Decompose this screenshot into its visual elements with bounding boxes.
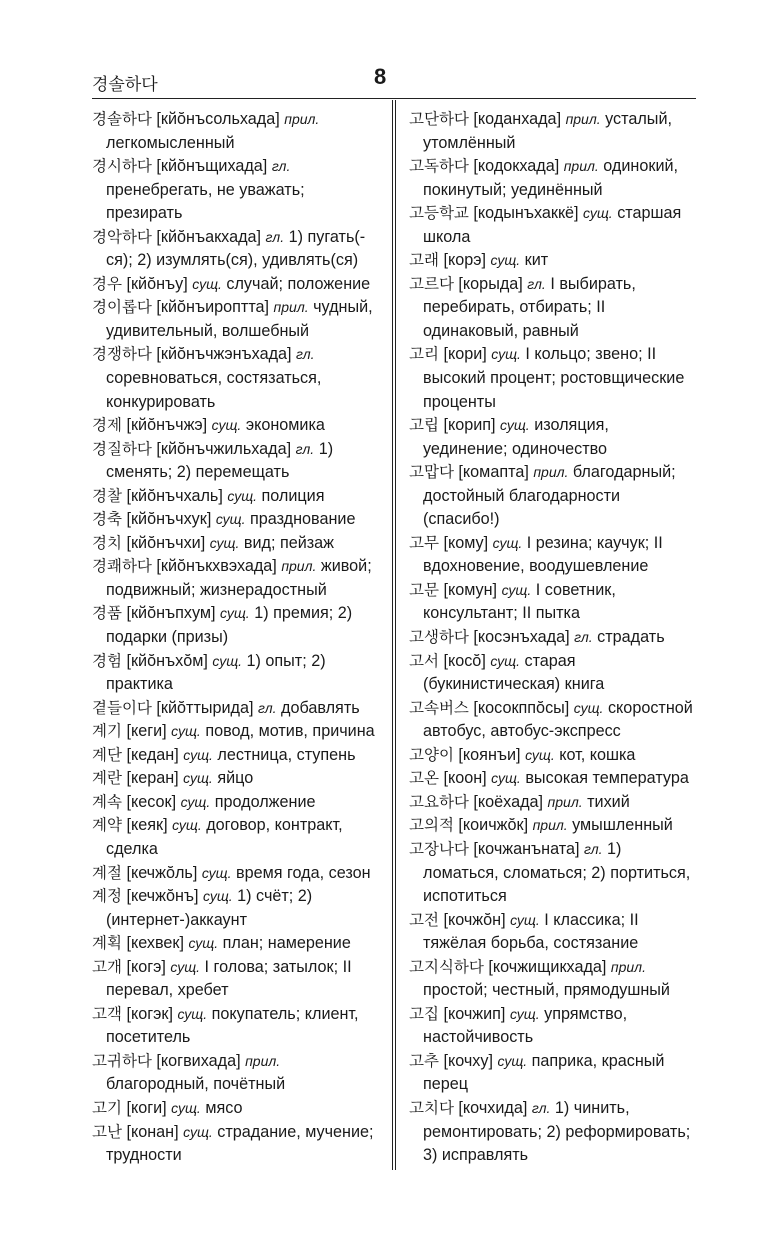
- entry-headword: 경축: [92, 510, 122, 529]
- entry-headword: 고온: [409, 769, 439, 788]
- entry-headword: 경찰: [92, 486, 122, 505]
- entry-pronunciation: [кочжанъната]: [473, 839, 580, 858]
- entry-part-of-speech: сущ.: [490, 652, 520, 669]
- entry-definition: скоростной автобус, автобус-экспресс: [423, 698, 693, 741]
- entry-part-of-speech: сущ.: [583, 205, 613, 222]
- entry-part-of-speech: сущ.: [492, 534, 523, 551]
- entry-pronunciation: [косŏ]: [443, 651, 486, 670]
- entry-definition: одинокий, покинутый; уединённый: [423, 157, 679, 199]
- entry-pronunciation: [кочху]: [443, 1051, 493, 1070]
- entry-part-of-speech: сущ.: [203, 888, 233, 905]
- entry-definition: время года, сезон: [235, 863, 371, 882]
- entry-headword: 고장나다: [409, 839, 469, 858]
- dictionary-entry: [92, 296, 380, 343]
- entry-part-of-speech: сущ.: [183, 1123, 213, 1140]
- entry-definition: покупатель; клиент, посетитель: [106, 1004, 359, 1047]
- entry-part-of-speech: сущ.: [171, 1099, 201, 1116]
- entry-headword: 고추: [409, 1051, 439, 1070]
- entry-headword: 계란: [92, 769, 122, 788]
- entry-pronunciation: [кйŏнъчхук]: [126, 510, 212, 529]
- entry-headword: 경쟁하다: [92, 345, 152, 364]
- entry-pronunciation: [кому]: [443, 533, 489, 552]
- page-number: 8: [374, 64, 387, 89]
- entry-headword: 경시하다: [92, 157, 152, 176]
- entry-pronunciation: [кйŏнъчхи]: [126, 533, 206, 552]
- entry-headword: 고서: [409, 651, 439, 670]
- entry-headword: 곁들이다: [92, 698, 152, 717]
- entry-headword: 고독하다: [409, 157, 469, 176]
- entry-definition: 1) счёт; 2) (интернет-)аккаунт: [106, 887, 313, 929]
- entry-pronunciation: [кйŏнъакхада]: [156, 227, 262, 246]
- dictionary-entry: [409, 697, 697, 744]
- entry-definition: 1) пугать(-ся); 2) изумлять(ся), удивлять(ся): [106, 227, 366, 270]
- entry-headword: 고르다: [409, 274, 454, 293]
- entry-definition: 1) чинить, ремонтировать; 2) реформировать; 3) исправлять: [423, 1098, 691, 1165]
- entry-definition: I советник, консультант; II пытка: [423, 580, 616, 623]
- entry-definition: яйцо: [217, 769, 254, 788]
- dictionary-entry: [92, 814, 380, 861]
- entry-headword: 고난: [92, 1122, 122, 1141]
- entry-part-of-speech: прил.: [273, 299, 309, 316]
- entry-headword: 고객: [92, 1004, 122, 1023]
- entry-part-of-speech: сущ.: [573, 699, 604, 716]
- entry-pronunciation: [кедан]: [126, 745, 179, 764]
- entry-definition: I классика; II тяжёлая борьба, состязание: [423, 910, 639, 953]
- entry-part-of-speech: гл.: [257, 699, 277, 716]
- right-column: [409, 108, 697, 1168]
- entry-headword: 고지식하다: [409, 957, 484, 976]
- dictionary-entry: [92, 108, 380, 155]
- dictionary-entry: [409, 838, 697, 909]
- entry-pronunciation: [кечжŏль]: [126, 863, 198, 882]
- entry-pronunciation: [косэнъхада]: [473, 628, 570, 647]
- entry-definition: старая (букинистическая) книга: [423, 651, 605, 694]
- entry-pronunciation: [кочхида]: [458, 1098, 528, 1117]
- entry-pronunciation: [коон]: [443, 769, 487, 788]
- entry-headword: 고문: [409, 580, 439, 599]
- entry-pronunciation: [кйŏнъчжэ]: [126, 416, 208, 435]
- entry-pronunciation: [кочжŏн]: [443, 910, 506, 929]
- entry-definition: I резина; каучук; II вдохновение, воодушевление: [423, 533, 663, 576]
- entry-headword: 고전: [409, 910, 439, 929]
- dictionary-entry: [92, 720, 380, 744]
- entry-definition: мясо: [205, 1098, 243, 1117]
- entry-part-of-speech: сущ.: [490, 252, 521, 269]
- dictionary-entry: [92, 885, 380, 932]
- entry-headword: 고등학교: [409, 204, 469, 223]
- entry-headword: 고생하다: [409, 628, 469, 647]
- entry-definition: 1) опыт; 2) практика: [106, 651, 326, 694]
- dictionary-entry: [409, 626, 697, 650]
- entry-part-of-speech: сущ.: [183, 746, 213, 763]
- entry-headword: 고속버스: [409, 698, 469, 717]
- dictionary-entry: [409, 461, 697, 532]
- entry-pronunciation: [кори]: [443, 345, 487, 364]
- entry-definition: договор, контракт, сделка: [106, 816, 343, 858]
- entry-definition: упрямство, настойчивость: [423, 1004, 628, 1047]
- dictionary-entry: [92, 555, 380, 602]
- entry-headword: 경제: [92, 416, 122, 435]
- entry-pronunciation: [кйŏнъироптта]: [156, 298, 270, 317]
- entry-part-of-speech: сущ.: [171, 723, 201, 740]
- entry-headword: 고무: [409, 533, 439, 552]
- entry-definition: страдать: [597, 628, 665, 647]
- entry-part-of-speech: сущ.: [183, 770, 213, 787]
- entry-part-of-speech: прил.: [563, 158, 599, 175]
- dictionary-entry: [409, 108, 697, 155]
- entry-part-of-speech: сущ.: [491, 770, 521, 787]
- dictionary-entry: [92, 485, 380, 509]
- entry-pronunciation: [коёхада]: [473, 792, 544, 811]
- entry-part-of-speech: сущ.: [211, 417, 242, 434]
- entry-headword: 경솔하다: [92, 110, 152, 128]
- entry-headword: 계절: [92, 863, 122, 882]
- entry-pronunciation: [кечжŏнъ]: [126, 887, 199, 906]
- dictionary-entry: [409, 1050, 697, 1097]
- entry-part-of-speech: сущ.: [227, 487, 258, 504]
- dictionary-entry: [409, 202, 697, 249]
- entry-definition: вид; пейзаж: [243, 533, 335, 552]
- entry-headword: 고기: [92, 1098, 122, 1117]
- entry-pronunciation: [кйŏнъкхвэхада]: [156, 557, 277, 576]
- entry-definition: простой; честный, прямодушный: [423, 981, 670, 1000]
- entry-headword: 고개: [92, 957, 122, 976]
- dictionary-entry: [92, 697, 380, 721]
- dictionary-entry: [92, 1121, 380, 1168]
- running-head: 경솔하다: [92, 75, 158, 94]
- entry-part-of-speech: сущ.: [170, 958, 201, 975]
- entry-pronunciation: [кйŏнъчхаль]: [126, 486, 223, 505]
- dictionary-entry: [92, 155, 380, 226]
- entry-definition: план; намерение: [222, 934, 351, 953]
- dictionary-entry: [409, 532, 697, 579]
- entry-headword: 계단: [92, 745, 122, 764]
- entry-pronunciation: [кехвек]: [126, 934, 184, 953]
- dictionary-entry: [92, 226, 380, 273]
- entry-headword: 고단하다: [409, 110, 469, 128]
- entry-definition: живой; подвижный; жизнерадостный: [106, 557, 372, 599]
- entry-part-of-speech: сущ.: [172, 817, 202, 834]
- entry-definition: 1) ломаться, сломаться; 2) портиться, испотиться: [423, 839, 691, 906]
- entry-definition: страдание, мучение; трудности: [106, 1122, 374, 1165]
- entry-definition: 1) сменять; 2) перемещать: [106, 439, 334, 482]
- entry-pronunciation: [корип]: [443, 416, 496, 435]
- dictionary-entry: [409, 814, 697, 838]
- entry-definition: повод, мотив, причина: [205, 722, 375, 741]
- dictionary-entry: [92, 532, 380, 556]
- entry-headword: 고맙다: [409, 463, 454, 482]
- dictionary-entry: [92, 438, 380, 485]
- entry-definition: празднование: [250, 510, 356, 529]
- entry-definition: добавлять: [281, 698, 360, 717]
- entry-pronunciation: [когэк]: [126, 1004, 173, 1023]
- dictionary-entry: [92, 767, 380, 791]
- entry-pronunciation: [кйŏнъу]: [126, 274, 188, 293]
- entry-definition: 1) премия; 2) подарки (призы): [106, 604, 353, 647]
- entry-headword: 경험: [92, 651, 122, 670]
- entry-pronunciation: [кйŏнъпхум]: [126, 604, 216, 623]
- entry-part-of-speech: прил.: [533, 464, 569, 481]
- entry-part-of-speech: гл.: [531, 1099, 551, 1116]
- dictionary-entry: [409, 744, 697, 768]
- entry-definition: продолжение: [214, 792, 316, 811]
- entry-part-of-speech: сущ.: [501, 581, 532, 598]
- entry-part-of-speech: гл.: [271, 158, 291, 175]
- dictionary-entry: [92, 508, 380, 532]
- entry-pronunciation: [кесок]: [126, 792, 177, 811]
- entry-headword: 고립: [409, 416, 439, 435]
- left-column: [92, 108, 380, 1168]
- entry-pronunciation: [коги]: [126, 1098, 167, 1117]
- dictionary-entry: [92, 273, 380, 297]
- entry-part-of-speech: прил.: [532, 817, 568, 834]
- entry-pronunciation: [кйŏнъсольхада]: [156, 110, 280, 128]
- entry-headword: 고집: [409, 1004, 439, 1023]
- entry-pronunciation: [корыда]: [458, 274, 523, 293]
- entry-definition: изоляция, уединение; одиночество: [423, 416, 609, 458]
- entry-pronunciation: [кочжищикхада]: [488, 957, 607, 976]
- entry-pronunciation: [кйŏнъчжильхада]: [156, 439, 292, 458]
- entry-headword: 경악하다: [92, 227, 152, 246]
- dictionary-entry: [92, 1003, 380, 1050]
- entry-part-of-speech: сущ.: [188, 935, 219, 952]
- entry-definition: экономика: [245, 416, 325, 435]
- entry-pronunciation: [коичжŏк]: [458, 816, 529, 835]
- dictionary-entry: [409, 249, 697, 273]
- entry-part-of-speech: гл.: [583, 840, 603, 857]
- dictionary-entry: [409, 1003, 697, 1050]
- dictionary-entry: [92, 956, 380, 1003]
- entry-headword: 고귀하다: [92, 1051, 152, 1070]
- entry-definition: I голова; затылок; II перевал, хребет: [106, 957, 352, 1000]
- entry-part-of-speech: сущ.: [177, 1005, 208, 1022]
- dictionary-entry: [92, 343, 380, 414]
- entry-part-of-speech: гл.: [574, 629, 593, 646]
- entry-headword: 경품: [92, 604, 122, 623]
- entry-part-of-speech: прил.: [284, 111, 320, 127]
- entry-part-of-speech: гл.: [265, 228, 285, 245]
- entry-part-of-speech: сущ.: [192, 275, 222, 292]
- entry-definition: старшая школа: [423, 204, 682, 246]
- entry-part-of-speech: прил.: [547, 793, 583, 810]
- entry-headword: 계속: [92, 792, 122, 811]
- entry-definition: высокая температура: [525, 769, 689, 788]
- entry-definition: легкомысленный: [106, 133, 235, 152]
- entry-headword: 경이롭다: [92, 298, 152, 317]
- entry-part-of-speech: сущ.: [497, 1052, 528, 1069]
- entry-pronunciation: [комапта]: [458, 463, 529, 482]
- dictionary-entry: [92, 862, 380, 886]
- dictionary-entry: [92, 744, 380, 768]
- dictionary-entry: [409, 650, 697, 697]
- entry-headword: 경치: [92, 533, 122, 552]
- dictionary-entry: [92, 1097, 380, 1121]
- entry-headword: 계약: [92, 816, 122, 835]
- entry-definition: умышленный: [572, 816, 673, 835]
- entry-pronunciation: [кодокхада]: [473, 157, 560, 176]
- entry-pronunciation: [коданхада]: [473, 110, 562, 128]
- entry-definition: благодарный; достойный благодарности (спасибо!): [423, 463, 676, 529]
- entry-definition: благородный, почётный: [106, 1075, 286, 1094]
- entry-pronunciation: [кйŏнъхŏм]: [126, 651, 208, 670]
- entry-pronunciation: [кодынъхаккё]: [473, 204, 579, 223]
- entry-pronunciation: [кеги]: [126, 722, 167, 741]
- dictionary-entry: [92, 650, 380, 697]
- entry-definition: паприка, красный перец: [423, 1051, 665, 1094]
- entry-pronunciation: [кочжип]: [443, 1004, 506, 1023]
- entry-headword: 계획: [92, 934, 122, 953]
- entry-part-of-speech: сущ.: [212, 652, 243, 669]
- entry-part-of-speech: сущ.: [201, 864, 232, 881]
- entry-part-of-speech: сущ.: [491, 346, 521, 363]
- entry-pronunciation: [кйŏнъчжэнъхада]: [156, 345, 292, 364]
- entry-pronunciation: [кйŏнъщихада]: [156, 157, 268, 176]
- entry-part-of-speech: прил.: [281, 558, 317, 575]
- dictionary-entry: [409, 155, 697, 202]
- entry-definition: усталый, утомлённый: [423, 110, 672, 152]
- entry-headword: 계정: [92, 887, 122, 906]
- entry-definition: чудный, удивительный, волшебный: [106, 298, 373, 340]
- dictionary-entry: [409, 273, 697, 344]
- entry-definition: пренебрегать, не уважать; презирать: [106, 180, 305, 223]
- entry-part-of-speech: сущ.: [525, 746, 555, 763]
- dictionary-entry: [409, 909, 697, 956]
- entry-pronunciation: [корэ]: [443, 251, 486, 270]
- entry-part-of-speech: сущ.: [215, 511, 246, 528]
- dictionary-entry: [409, 791, 697, 815]
- entry-pronunciation: [керан]: [126, 769, 179, 788]
- entry-definition: кот, кошка: [559, 745, 636, 764]
- entry-part-of-speech: прил.: [245, 1052, 281, 1069]
- entry-part-of-speech: гл.: [295, 440, 315, 457]
- entry-definition: I кольцо; звено; II высокий процент; ростовщические проценты: [423, 345, 685, 411]
- entry-definition: полиция: [261, 486, 325, 505]
- entry-part-of-speech: сущ.: [510, 911, 540, 928]
- entry-headword: 경질하다: [92, 439, 152, 458]
- entry-definition: лестница, ступень: [217, 745, 356, 764]
- dictionary-entry: [409, 1097, 697, 1168]
- dictionary-entry: [409, 956, 697, 1003]
- entry-headword: 경쾌하다: [92, 557, 152, 576]
- entry-pronunciation: [конан]: [126, 1122, 179, 1141]
- entry-part-of-speech: гл.: [527, 275, 546, 292]
- entry-part-of-speech: прил.: [565, 111, 601, 127]
- entry-definition: I выбирать, перебирать, отбирать; II одинаковый, равный: [423, 274, 636, 340]
- dictionary-entry: [409, 767, 697, 791]
- dictionary-entry: [409, 343, 697, 414]
- entry-pronunciation: [кеяк]: [126, 816, 168, 835]
- entry-headword: 경우: [92, 274, 122, 293]
- entry-part-of-speech: прил.: [610, 958, 646, 975]
- dictionary-entry: [92, 414, 380, 438]
- entry-headword: 고래: [409, 251, 439, 270]
- entry-definition: тихий: [587, 792, 630, 811]
- entry-definition: случай; положение: [226, 274, 371, 293]
- entry-headword: 고치다: [409, 1098, 454, 1117]
- entry-headword: 고양이: [409, 745, 454, 764]
- entry-pronunciation: [когвихада]: [156, 1051, 241, 1070]
- dictionary-entry: [92, 791, 380, 815]
- dictionary-entry: [92, 1050, 380, 1097]
- entry-pronunciation: [комун]: [443, 580, 498, 599]
- dictionary-entry: [409, 579, 697, 626]
- entry-definition: соревноваться, состязаться, конкурировать: [106, 369, 322, 411]
- entry-part-of-speech: сущ.: [180, 793, 211, 810]
- dictionary-entry: [92, 602, 380, 649]
- column-divider: [392, 100, 396, 1170]
- entry-part-of-speech: сущ.: [509, 1005, 540, 1022]
- entry-definition: кит: [524, 251, 549, 270]
- dictionary-entry: [92, 932, 380, 956]
- entry-part-of-speech: сущ.: [500, 417, 530, 434]
- entry-pronunciation: [когэ]: [126, 957, 166, 976]
- entry-part-of-speech: сущ.: [220, 605, 250, 622]
- entry-headword: 고리: [409, 345, 439, 364]
- entry-part-of-speech: гл.: [296, 346, 315, 363]
- entry-pronunciation: [кйŏттырида]: [156, 698, 254, 717]
- entry-pronunciation: [коянъи]: [458, 745, 521, 764]
- entry-part-of-speech: сущ.: [209, 534, 240, 551]
- entry-headword: 고요하다: [409, 792, 469, 811]
- header-rule: [92, 98, 696, 99]
- entry-headword: 고의적: [409, 816, 454, 835]
- dictionary-entry: [409, 414, 697, 461]
- entry-headword: 계기: [92, 722, 122, 741]
- entry-pronunciation: [косокппŏсы]: [473, 698, 570, 717]
